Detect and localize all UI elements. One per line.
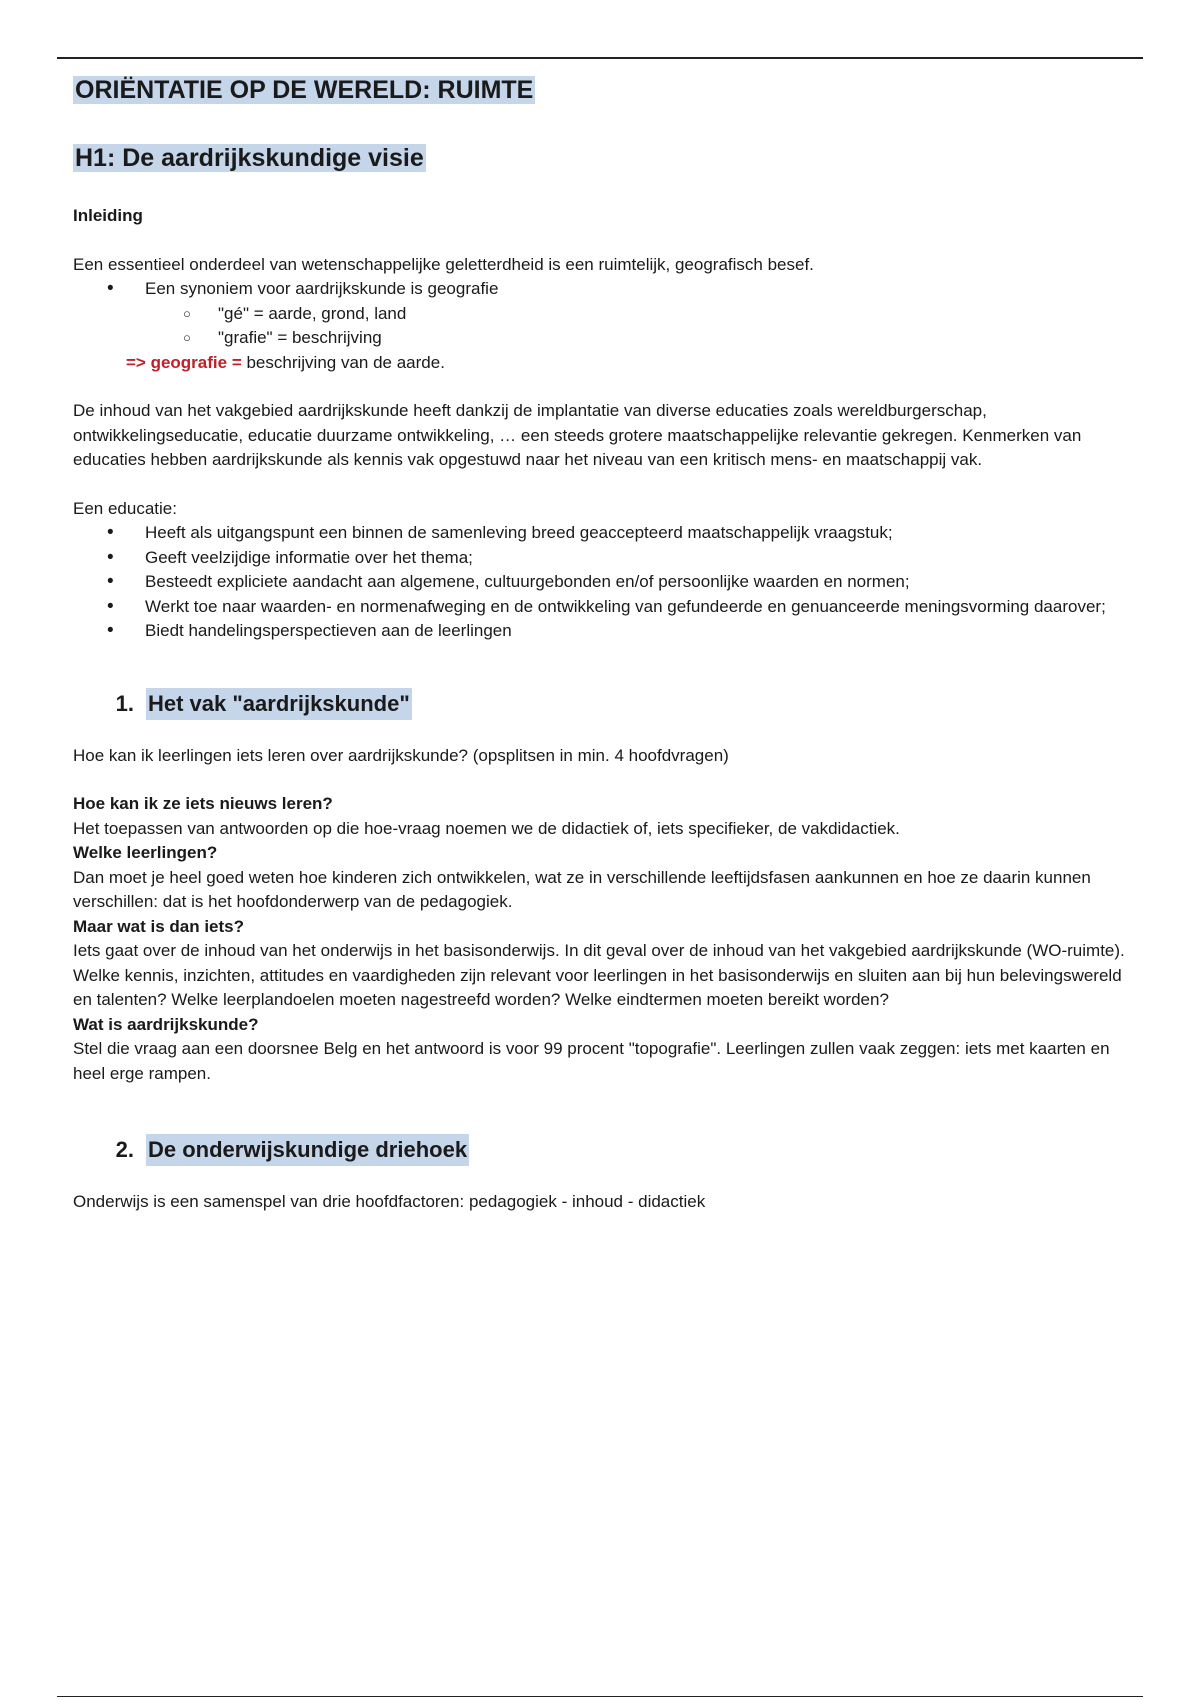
- section-title: Het vak "aardrijkskunde": [146, 688, 412, 720]
- qa-question: Maar wat is dan iets?: [73, 916, 244, 936]
- section-2-text: Onderwijs is een samenspel van drie hoofdfactoren: pedagogiek - inhoud - didactiek: [73, 1192, 706, 1211]
- qa-question: Wat is aardrijkskunde?: [73, 1014, 259, 1034]
- qa-block: [73, 792, 1128, 1086]
- section-number: 2.: [115, 1137, 134, 1162]
- definition-term: => geografie =: [126, 352, 242, 372]
- section-2-heading: [73, 1134, 1128, 1166]
- header-rule: [57, 57, 1143, 59]
- list-item: • Een synoniem voor aardrijkskunde is geografie: [73, 277, 1128, 302]
- section-title: De onderwijskundige driehoek: [146, 1134, 469, 1166]
- list-item: • Heeft als uitgangspunt een binnen de samenleving breed geaccepteerd maatschappelijk vraagstuk;: [73, 521, 1128, 546]
- section-number: 1.: [115, 690, 134, 716]
- document-title: ORIËNTATIE OP DE WERELD: RUIMTE: [75, 76, 534, 104]
- list-item: • Werkt toe naar waarden- en normenafweging en de ontwikkeling van gefundeerde en genuanceerde meningsvorming daarover;: [73, 595, 1128, 620]
- definition-line: [73, 351, 1128, 376]
- section-1-question: Hoe kan ik leerlingen iets leren over aardrijkskunde? (opsplitsen in min. 4 hoofdvragen): [73, 745, 729, 765]
- etymology-list: [73, 302, 1128, 351]
- definition-text: beschrijving van de aarde.: [241, 352, 445, 372]
- list-item: ○ "gé" = aarde, grond, land: [73, 302, 1128, 327]
- content-paragraph: De inhoud van het vakgebied aardrijkskunde heeft dankzij de implantatie van diverse educaties zoals wereldburgerschap, ontwikkelingseducatie, educatie duurzame ontwikkeling, … een steeds grotere maatschappelijke relevantie gekregen. Kenmerken van educaties hebben aardrijkskunde als kennis vak opgestuwd naar het niveau van een kritisch mens- en maatschappij vak.: [73, 401, 1082, 469]
- section-1-heading: [73, 688, 1128, 720]
- qa-answer: Het toepassen van antwoorden op die hoe-vraag noemen we de didactiek of, iets specifieker, de vakdidactiek.: [73, 818, 900, 838]
- qa-answer: Stel die vraag aan een doorsnee Belg en het antwoord is voor 99 procent "topografie". Leerlingen zullen vaak zeggen: iets met kaarten en heel erge rampen.: [73, 1039, 1110, 1083]
- list-item: • Geeft veelzijdige informatie over het thema;: [73, 546, 1128, 571]
- intro-paragraph: Een essentieel onderdeel van wetenschappelijke geletterdheid is een ruimtelijk, geografisch besef.: [73, 254, 814, 274]
- list-item: • Besteedt expliciete aandacht aan algemene, cultuurgebonden en/of persoonlijke waarden en normen;: [73, 570, 1128, 595]
- list-item: • Biedt handelingsperspectieven aan de leerlingen: [73, 619, 1128, 644]
- qa-question: Hoe kan ik ze iets nieuws leren?: [73, 794, 333, 813]
- education-intro: Een educatie:: [73, 498, 177, 518]
- synonym-list: [73, 277, 1128, 302]
- qa-answer: Dan moet je heel goed weten hoe kinderen zich ontwikkelen, wat ze in verschillende leeftijdsfasen aankunnen en hoe ze daarin kunnen verschillen: dat is het hoofdonderwerp van de pedagogiek.: [73, 867, 1091, 911]
- list-item: ○ "grafie" = beschrijving: [73, 326, 1128, 351]
- intro-heading: Inleiding: [73, 206, 143, 225]
- footer-rule: [57, 1696, 1143, 1697]
- qa-answer: Iets gaat over de inhoud van het onderwijs in het basisonderwijs. In dit geval over de inhoud van het vakgebied aardrijkskunde (WO-ruimte). Welke kennis, inzichten, attitudes en vaardigheden zijn relevant voor leerlingen in het basisonderwijs en sluiten aan bij hun belevingswereld en talenten? Welke leerplandoelen moeten nagestreefd worden? Welke eindtermen moeten bereikt worden?: [73, 941, 1125, 1009]
- education-list: [73, 521, 1128, 644]
- qa-question: Welke leerlingen?: [73, 843, 218, 862]
- document-body: [73, 72, 1128, 1215]
- chapter-heading: H1: De aardrijkskundige visie: [75, 144, 424, 172]
